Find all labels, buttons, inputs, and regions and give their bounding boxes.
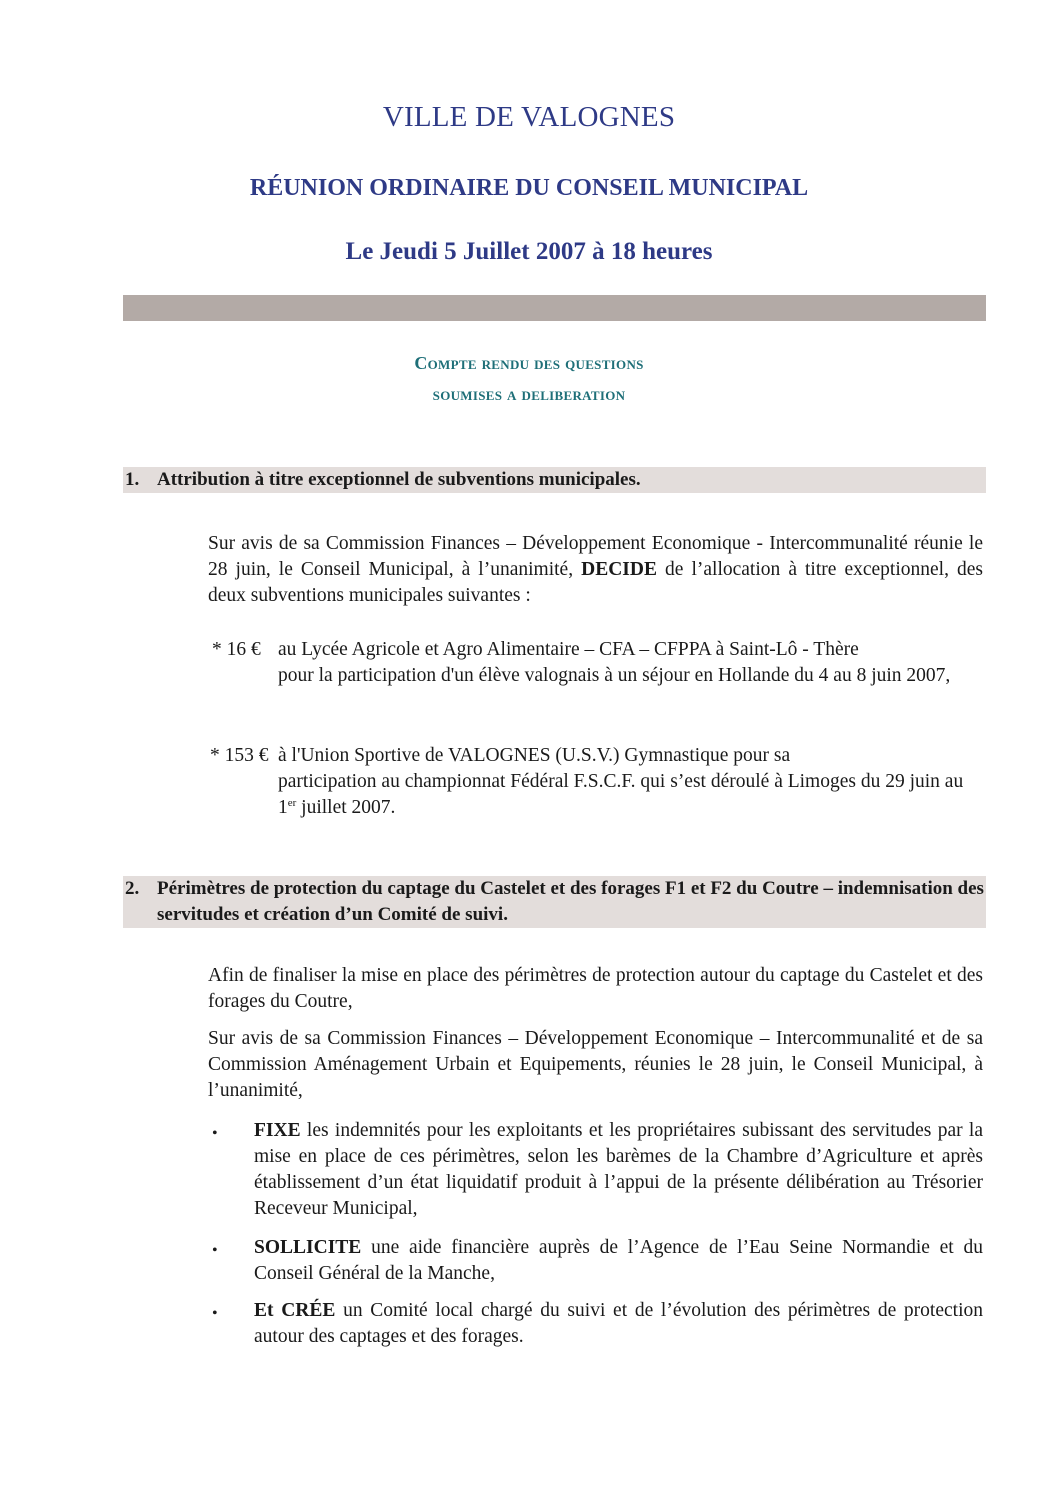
section-1-heading (123, 467, 986, 493)
subsidy-text (208, 637, 983, 689)
section-2-heading-text: Périmètres de protection du captage du Castelet et des forages F1 et F2 du Coutre – indemnisation des servitudes et création d’un Comité de suivi. (157, 878, 984, 925)
paragraph-text: Sur avis de sa Commission Finances – Développement Economique - Intercommunalité réunie le 28 juin, le Conseil Municipal, à l’unanimité, (208, 533, 983, 580)
compte-rendu-line2: soumises a deliberation (432, 384, 626, 404)
section-1-paragraph (208, 531, 983, 609)
ordinal-superscript: er (287, 797, 297, 809)
section-2-avis: Sur avis de sa Commission Finances – Développement Economique – Intercommunalité et de sa Commission Aménagement Urbain et Equipements, réunies le 28 juin, le Conseil Municipal, à l’unanimité, (208, 1028, 983, 1101)
bullet-icon: • (212, 1242, 218, 1259)
section-2-heading (123, 876, 986, 928)
subsidy-amount: * 16 € (212, 639, 261, 660)
page-title: VILLE DE VALOGNES (382, 101, 676, 133)
bullet-text: une aide financière auprès de l’Agence de l’Eau Seine Normandie et du Conseil Général de la Manche, (254, 1237, 983, 1284)
meeting-title: RÉUNION ORDINAIRE DU CONSEIL MUNICIPAL (249, 175, 809, 201)
meeting-date: Le Jeudi 5 Juillet 2007 à 18 heures (345, 238, 713, 265)
subsidy-rest-end: juillet 2007. (296, 797, 396, 818)
bullet-icon: • (212, 1305, 218, 1322)
subsidy-item-2 (208, 743, 983, 821)
subsidy-line1: au Lycée Agricole et Agro Alimentaire – CFA – CFPPA à Saint-Lô - Thère (278, 639, 859, 660)
section-2-intro: Afin de finaliser la mise en place des périmètres de protection autour du captage du Castelet et des forages du Coutre, (208, 965, 983, 1012)
decision-bullet-3 (254, 1298, 983, 1350)
section-1-heading-text: Attribution à titre exceptionnel de subventions municipales. (157, 469, 641, 490)
bullet-icon: • (212, 1125, 218, 1142)
bullet-text: les indemnités pour les exploitants et les propriétaires subissant des servitudes par la mise en place de ces périmètres, selon les barèmes de la Chambre d’Agriculture et après établissement d’un état liquidatif produit à l’appui de la présente délibération au Trésorier Receveur Municipal, (254, 1120, 983, 1219)
cree-keyword: Et CRÉE (254, 1300, 336, 1321)
fixe-keyword: FIXE (254, 1120, 301, 1141)
compte-rendu-line1: Compte rendu des questions (414, 353, 644, 373)
bullet-text: un Comité local chargé du suivi et de l’évolution des périmètres de protection autour des captages et des forages. (254, 1300, 983, 1347)
compte-rendu-heading (0, 348, 1058, 410)
decision-bullet-2 (254, 1235, 983, 1287)
paragraph-text-end: de l’allocation à titre exceptionnel, des deux subventions municipales suivantes : (208, 559, 983, 606)
decide-keyword: DECIDE (581, 559, 657, 580)
decision-bullet-1 (254, 1118, 983, 1222)
subsidy-rest: pour la participation d'un élève valognais à un séjour en Hollande du 4 au 8 juin 2007, (278, 665, 951, 686)
section-2-number: 2. (125, 878, 140, 899)
sollicite-keyword: SOLLICITE (254, 1237, 362, 1258)
subsidy-amount: * 153 € (210, 745, 269, 766)
section-1-number: 1. (125, 469, 140, 490)
subsidy-item-1 (208, 637, 983, 689)
subsidy-line1: à l'Union Sportive de VALOGNES (U.S.V.) Gymnastique pour sa (278, 745, 791, 766)
subsidy-rest: participation au championnat Fédéral F.S.C.F. qui s’est déroulé à Limoges du 29 juin au 1 (278, 771, 964, 818)
header-divider-band (123, 295, 986, 321)
subsidy-text (208, 743, 983, 821)
